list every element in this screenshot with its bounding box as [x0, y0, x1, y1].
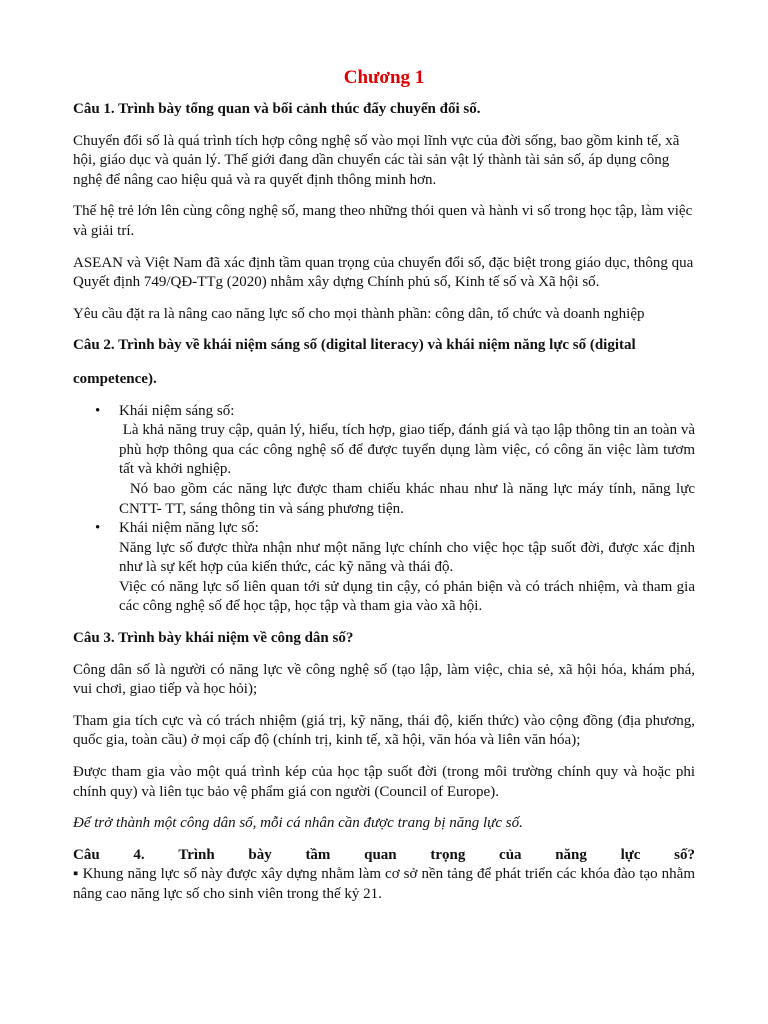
q3-paragraph-2: Tham gia tích cực và có trách nhiệm (giá trị, kỹ năng, thái độ, kiến thức) vào cộng đồng (địa phương, quốc gia, toàn cầu) ở mọi cấp độ (chính trị, kinh tế, xã hội, văn hóa và liên văn hóa); [73, 712, 695, 749]
q3-italic-note: Để trở thành một công dân số, mỗi cá nhân cần được trang bị năng lực số. [73, 815, 523, 832]
question-3-heading: Câu 3. Trình bày khái niệm về công dân số? [73, 630, 354, 647]
list-item-title: Khái niệm năng lực số: [119, 520, 259, 537]
question-1-heading: Câu 1. Trình bày tổng quan và bối cảnh thúc đẩy chuyển đổi số. [73, 101, 481, 117]
list-item-text: Nó bao gồm các năng lực được tham chiếu khác nhau như là năng lực máy tính, năng lực CNTT- TT, sáng thông tin và sáng phương tiện. [119, 480, 699, 517]
list-item-text: Việc có năng lực số liên quan tới sử dụng tin cậy, có phản biện và có trách nhiệm, và tham gia các công nghệ số để học tập, học tập và tham gia vào xã hội. [119, 578, 695, 615]
q4-word: 4. [133, 846, 145, 863]
chapter-title: Chương 1 [343, 67, 425, 88]
q4-word: tầm [305, 846, 331, 863]
q4-word: số? [674, 846, 695, 863]
list-item-text: Năng lực số được thừa nhận như một năng lực chính cho việc học tập suốt đời, được xác định như là sự kết hợp của kiến thức, các kỹ năng và thái độ. [119, 539, 695, 576]
concept-list [73, 402, 699, 618]
q4-paragraph: ▪ Khung năng lực số này được xây dựng nhằm làm cơ sở nền tảng để phát triển các khóa đào tạo nhằm nâng cao năng lực số cho sinh viên trong thế kỷ 21. [73, 866, 695, 902]
q1-paragraph-2: Thế hệ trẻ lớn lên cùng công nghệ số, mang theo những thói quen và hành vi số trong học tập, làm việc và giải trí. [73, 203, 693, 239]
question-2-heading-continued: competence). [73, 370, 157, 387]
q4-word: Trình [178, 846, 215, 863]
bullet-icon: • [95, 520, 101, 537]
document-page [73, 66, 699, 917]
list-item-digital-competence [95, 519, 695, 617]
q1-paragraph-1: Chuyển đổi số là quá trình tích hợp công nghệ số vào mọi lĩnh vực của đời sống, bao gồm kinh tế, xã hội, giáo dục và quản lý. Thế giới đang dần chuyển các tài sản vật lý thành tài sản số, áp dụng công nghệ để nâng cao hiệu quả và ra quyết định thông minh hơn. [73, 132, 680, 188]
question-4-heading [73, 846, 695, 866]
question-2-heading: Câu 2. Trình bày về khái niệm sáng số (digital literacy) và khái niệm năng lực số (digital [73, 337, 636, 354]
q4-word: bày [248, 846, 272, 863]
q3-paragraph-1: Công dân số là người có năng lực về công nghệ số (tạo lập, làm việc, chia sẻ, xã hội hóa, khám phá, vui chơi, giao tiếp và học hỏi); [73, 661, 695, 698]
q1-paragraph-4: Yêu cầu đặt ra là nâng cao năng lực số cho mọi thành phần: công dân, tổ chức và doanh nghiệp [73, 305, 645, 322]
bullet-icon: • [95, 402, 101, 419]
q4-word: quan [364, 846, 397, 863]
q4-word: lực [620, 846, 641, 863]
q4-word: năng [555, 846, 587, 863]
q1-paragraph-3: ASEAN và Việt Nam đã xác định tầm quan trọng của chuyển đổi số, đặc biệt trong giáo dục, thông qua Quyết định 749/QĐ-TTg (2020) nhằm xây dựng Chính phủ số, Kinh tế số và Xã hội số. [73, 254, 694, 291]
q4-word: của [499, 846, 522, 863]
q4-word: Câu [73, 846, 100, 863]
q4-word: trọng [430, 846, 466, 863]
list-item-digital-literacy [95, 402, 699, 520]
q3-paragraph-3: Được tham gia vào một quá trình kép của học tập suốt đời (trong môi trường chính quy và hoặc phi chính quy) và liên tục bảo vệ phẩm giá con người (Council of Europe). [73, 764, 695, 800]
list-item-text: Là khả năng truy cập, quản lý, hiểu, tích hợp, giao tiếp, đánh giá và tạo lập thông tin an toàn và phù hợp thông qua các công nghệ số để được tuyển dụng làm việc, có công ăn việc làm tươm tất và khởi nghiệp. [119, 422, 699, 478]
list-item-title: Khái niệm sáng số: [119, 402, 235, 419]
